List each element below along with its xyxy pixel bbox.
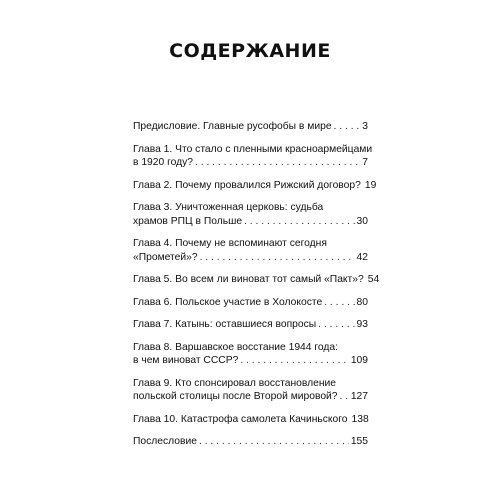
toc-entry-title: Глава 9. Кто спонсировал восстановление — [133, 377, 337, 389]
toc-page-number: 80 — [356, 296, 368, 308]
toc-page-number: 19 — [364, 179, 377, 191]
dot-leader — [318, 318, 354, 332]
toc-entry-title: Глава 10. Катастрофа самолета Качиньского — [133, 413, 348, 425]
toc-entry-title-continued: в 1920 году? — [133, 157, 194, 168]
toc-entry-line — [133, 377, 368, 391]
dot-leader — [240, 354, 348, 368]
toc-page-number: 7 — [362, 157, 368, 168]
dot-leader — [340, 390, 349, 404]
toc-entry-line — [133, 143, 373, 157]
toc-entry-line — [133, 318, 368, 332]
dot-leader — [199, 435, 349, 449]
toc-entry[interactable] — [133, 377, 368, 404]
toc-entry-title: Глава 7. Катынь: оставшиеся вопросы — [133, 319, 317, 330]
toc-page-number: 138 — [351, 413, 369, 425]
toc-page-number: 93 — [356, 319, 368, 330]
toc-entry[interactable] — [133, 273, 380, 287]
dot-leader — [244, 215, 354, 229]
toc-page-number: 3 — [362, 121, 368, 132]
toc-entry-line — [133, 390, 368, 404]
toc-entry[interactable] — [133, 201, 368, 228]
toc-page-number: 109 — [350, 355, 368, 366]
toc-entry[interactable] — [133, 120, 368, 134]
toc-page-number: 155 — [350, 436, 368, 447]
dot-leader — [200, 251, 355, 265]
toc-entry-line — [133, 413, 368, 427]
toc-entry-line — [133, 354, 368, 368]
toc-entry-line — [133, 120, 368, 134]
toc-entry-line — [133, 296, 368, 310]
toc-entry-title: Послесловие — [133, 436, 197, 447]
toc-page-number: 54 — [367, 274, 380, 285]
toc-entry-title-continued: «Прометей»? — [133, 251, 198, 263]
toc-entry-line — [133, 273, 380, 287]
toc-entry[interactable] — [133, 143, 373, 170]
toc-entry[interactable] — [133, 341, 368, 368]
toc-entry-title: Предисловие. Главные русофобы в мире — [133, 121, 332, 132]
toc-entry-title: Глава 5. Во всем ли виноват тот самый «Пакт»? — [133, 274, 364, 285]
toc-entry-title: Глава 3. Уничтоженная церковь: судьба — [133, 202, 324, 213]
toc-entry-title: Глава 4. Почему не вспоминают сегодня — [133, 238, 327, 249]
toc-entry[interactable] — [133, 318, 368, 332]
table-of-contents — [133, 120, 380, 458]
dot-leader — [334, 120, 361, 134]
dot-leader — [195, 156, 360, 170]
toc-entry[interactable] — [133, 413, 368, 427]
toc-entry-line — [133, 201, 368, 215]
toc-entry-title: Глава 1. Что стало с пленными красноармейцами — [133, 143, 373, 155]
toc-entry-line — [133, 156, 368, 170]
toc-entry-line — [133, 251, 368, 265]
toc-entry[interactable] — [133, 179, 377, 193]
toc-entry[interactable] — [133, 435, 368, 449]
toc-entry-title: Глава 6. Польское участие в Холокосте — [133, 296, 323, 308]
toc-entry[interactable] — [133, 296, 368, 310]
toc-entry-title: Глава 2. Почему провалился Рижский договор? — [133, 179, 361, 191]
toc-page-number: 42 — [356, 251, 368, 263]
toc-entry-line — [133, 341, 368, 355]
toc-entry-line — [133, 215, 368, 229]
toc-page-number: 127 — [350, 391, 368, 402]
toc-entry-title-continued: польской столицы после Второй мировой? — [133, 391, 338, 402]
toc-entry-line — [133, 237, 368, 251]
dot-leader — [324, 296, 354, 310]
toc-entry-title-continued: в чем виноват СССР? — [133, 355, 239, 366]
toc-entry-line — [133, 179, 377, 193]
toc-entry-title: Глава 8. Варшавское восстание 1944 года: — [133, 341, 338, 353]
toc-entry-title-continued: храмов РПЦ в Польше — [133, 215, 243, 227]
toc-page-number: 30 — [356, 215, 368, 227]
toc-entry[interactable] — [133, 237, 368, 264]
page-title: СОДЕРЖАНИЕ — [169, 40, 331, 62]
toc-entry-line — [133, 435, 368, 449]
